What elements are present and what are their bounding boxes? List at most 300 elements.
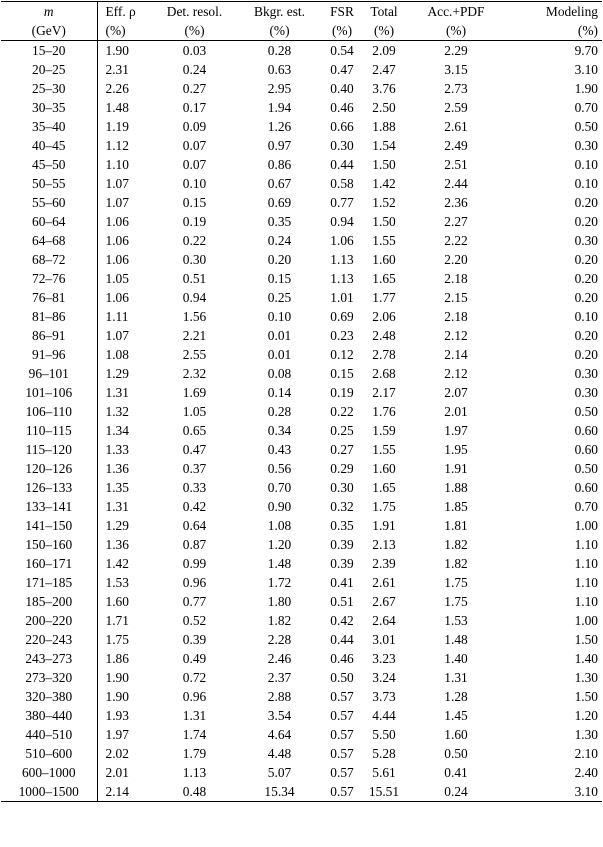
header-mass-label: m [43, 3, 54, 19]
cell-mass-bin: 91–96 [1, 345, 97, 364]
cell-mass-bin: 68–72 [1, 250, 97, 269]
cell-bkgr-est: 3.54 [267, 708, 292, 723]
cell-fsr: 0.57 [330, 727, 354, 742]
table-row [1, 345, 602, 364]
cell-modeling: 0.60 [574, 423, 598, 438]
cell-total: 3.73 [372, 689, 396, 704]
cell-bkgr-est: 0.69 [267, 195, 292, 210]
cell-det-resol: 1.79 [182, 746, 207, 761]
cell-bkgr-est: 2.88 [267, 689, 292, 704]
cell-mass-bin: 440–510 [1, 725, 97, 744]
cell-eff-rho: 1.08 [105, 347, 129, 362]
cell-det-resol: 0.64 [182, 518, 207, 533]
cell-eff-rho: 1.12 [105, 138, 129, 153]
cell-eff-rho: 1.31 [105, 499, 129, 514]
cell-fsr: 0.69 [330, 309, 354, 324]
cell-bkgr-est: 1.08 [267, 518, 292, 533]
cell-det-resol: 0.19 [182, 214, 207, 229]
header-total: Total [363, 2, 405, 22]
table-row [1, 535, 602, 554]
cell-det-resol: 1.69 [182, 385, 207, 400]
cell-det-resol: 0.22 [182, 233, 207, 248]
cell-acc-pdf: 2.12 [444, 366, 468, 381]
cell-det-resol: 0.42 [182, 499, 207, 514]
table-row [1, 364, 602, 383]
cell-acc-pdf: 2.29 [444, 43, 468, 58]
cell-det-resol: 2.32 [182, 366, 207, 381]
cell-eff-rho: 1.60 [105, 594, 129, 609]
table-row [1, 155, 602, 174]
cell-fsr: 0.23 [330, 328, 354, 343]
cell-modeling: 1.30 [574, 727, 598, 742]
cell-acc-pdf: 1.82 [444, 556, 468, 571]
cell-modeling: 0.20 [574, 347, 598, 362]
cell-modeling: 2.40 [574, 765, 598, 780]
table-row [1, 193, 602, 212]
cell-eff-rho: 1.34 [105, 423, 129, 438]
table-row [1, 478, 602, 497]
cell-mass-bin: 64–68 [1, 231, 97, 250]
cell-total: 4.44 [372, 708, 396, 723]
cell-eff-rho: 1.42 [105, 556, 129, 571]
cell-det-resol: 0.17 [182, 100, 207, 115]
table-row [1, 516, 602, 535]
cell-modeling: 0.20 [574, 195, 598, 210]
cell-bkgr-est: 0.24 [267, 233, 292, 248]
cell-modeling: 0.20 [574, 290, 598, 305]
cell-det-resol: 0.51 [182, 271, 207, 286]
cell-total: 2.06 [372, 309, 396, 324]
cell-fsr: 0.46 [330, 100, 354, 115]
table-row [1, 136, 602, 155]
cell-det-resol: 0.37 [182, 461, 207, 476]
cell-det-resol: 1.05 [182, 404, 207, 419]
cell-eff-rho: 1.90 [105, 670, 129, 685]
cell-bkgr-est: 1.94 [267, 100, 292, 115]
cell-fsr: 0.39 [330, 556, 354, 571]
cell-acc-pdf: 2.01 [444, 404, 468, 419]
cell-acc-pdf: 1.40 [444, 651, 468, 666]
cell-acc-pdf: 1.75 [444, 594, 468, 609]
cell-fsr: 0.94 [330, 214, 354, 229]
table-row [1, 288, 602, 307]
cell-acc-pdf: 1.82 [444, 537, 468, 552]
header-acc-pdf: Acc.+PDF [405, 2, 507, 22]
cell-modeling: 1.00 [574, 518, 598, 533]
cell-acc-pdf: 2.18 [444, 271, 468, 286]
cell-acc-pdf: 2.12 [444, 328, 468, 343]
cell-bkgr-est: 0.56 [267, 461, 292, 476]
table-row [1, 554, 602, 573]
cell-fsr: 0.39 [330, 537, 354, 552]
cell-det-resol: 0.49 [182, 651, 207, 666]
table-row [1, 706, 602, 725]
cell-det-resol: 0.48 [151, 782, 238, 802]
header-unit-total: (%) [363, 21, 405, 41]
cell-mass-bin: 72–76 [1, 269, 97, 288]
table-row [1, 592, 602, 611]
header-fsr: FSR [321, 2, 363, 22]
cell-eff-rho: 1.32 [105, 404, 129, 419]
cell-mass-bin: 510–600 [1, 744, 97, 763]
table-row [1, 212, 602, 231]
cell-bkgr-est: 0.67 [267, 176, 292, 191]
cell-total: 2.67 [372, 594, 396, 609]
cell-total: 1.88 [372, 119, 396, 134]
cell-bkgr-est: 0.28 [267, 404, 292, 419]
cell-total: 2.48 [372, 328, 396, 343]
cell-mass-bin: 200–220 [1, 611, 97, 630]
cell-acc-pdf: 1.81 [444, 518, 468, 533]
cell-modeling: 0.30 [574, 138, 598, 153]
cell-fsr: 0.57 [330, 689, 354, 704]
cell-fsr: 0.30 [330, 480, 354, 495]
cell-acc-pdf: 2.20 [444, 252, 468, 267]
cell-eff-rho: 1.31 [105, 385, 129, 400]
cell-mass-bin: 40–45 [1, 136, 97, 155]
cell-modeling: 0.50 [574, 461, 598, 476]
table-row [1, 231, 602, 250]
cell-bkgr-est: 0.35 [267, 214, 292, 229]
systematic-uncertainty-table [1, 1, 602, 802]
cell-acc-pdf: 2.73 [444, 81, 468, 96]
cell-det-resol: 0.03 [182, 43, 207, 58]
cell-mass-bin: 15–20 [1, 41, 97, 61]
cell-bkgr-est: 15.34 [238, 782, 321, 802]
cell-fsr: 0.35 [330, 518, 354, 533]
cell-acc-pdf: 1.28 [444, 689, 468, 704]
cell-eff-rho: 1.19 [105, 119, 129, 134]
cell-total: 2.64 [372, 613, 396, 628]
cell-eff-rho: 1.07 [105, 328, 129, 343]
cell-fsr: 0.30 [330, 138, 354, 153]
cell-acc-pdf: 1.85 [444, 499, 468, 514]
header-unit-bkgr-est: (%) [238, 21, 321, 41]
cell-total: 1.65 [372, 271, 396, 286]
cell-fsr: 1.06 [330, 233, 354, 248]
cell-total: 1.55 [372, 442, 396, 457]
cell-fsr: 0.15 [330, 366, 354, 381]
cell-acc-pdf: 1.75 [444, 575, 468, 590]
cell-bkgr-est: 2.37 [267, 670, 292, 685]
cell-mass-bin: 1000–1500 [1, 782, 97, 802]
cell-modeling: 0.60 [574, 442, 598, 457]
cell-bkgr-est: 0.90 [267, 499, 292, 514]
cell-bkgr-est: 0.34 [267, 423, 292, 438]
cell-mass-bin: 380–440 [1, 706, 97, 725]
header-mass [1, 2, 97, 22]
table-row [1, 117, 602, 136]
cell-mass-bin: 120–126 [1, 459, 97, 478]
cell-mass-bin: 243–273 [1, 649, 97, 668]
header-modeling: Modeling [507, 2, 602, 22]
cell-modeling: 1.10 [574, 556, 598, 571]
cell-eff-rho: 1.90 [105, 689, 129, 704]
cell-fsr: 1.13 [330, 271, 354, 286]
cell-mass-bin: 50–55 [1, 174, 97, 193]
cell-eff-rho: 1.97 [105, 727, 129, 742]
cell-mass-bin: 141–150 [1, 516, 97, 535]
cell-modeling: 0.10 [574, 309, 598, 324]
cell-mass-bin: 106–110 [1, 402, 97, 421]
cell-mass-bin: 115–120 [1, 440, 97, 459]
cell-acc-pdf: 2.61 [444, 119, 468, 134]
cell-modeling: 1.40 [574, 651, 598, 666]
cell-acc-pdf: 1.88 [444, 480, 468, 495]
cell-modeling: 0.30 [574, 366, 598, 381]
header-unit-modeling: (%) [507, 21, 602, 41]
cell-eff-rho: 2.26 [105, 81, 129, 96]
cell-modeling: 0.70 [574, 100, 598, 115]
cell-det-resol: 0.72 [182, 670, 207, 685]
cell-modeling: 0.20 [574, 252, 598, 267]
cell-bkgr-est: 1.26 [267, 119, 292, 134]
cell-acc-pdf: 1.91 [444, 461, 468, 476]
cell-modeling: 0.50 [574, 404, 598, 419]
cell-det-resol: 0.27 [182, 81, 207, 96]
cell-modeling: 0.70 [574, 499, 598, 514]
table-row [1, 687, 602, 706]
cell-det-resol: 0.07 [182, 157, 207, 172]
table-row [1, 725, 602, 744]
cell-bkgr-est: 0.28 [267, 43, 292, 58]
cell-bkgr-est: 0.20 [267, 252, 292, 267]
cell-eff-rho: 1.35 [105, 480, 129, 495]
cell-eff-rho: 1.75 [105, 632, 129, 647]
cell-det-resol: 1.56 [182, 309, 207, 324]
cell-fsr: 0.46 [330, 651, 354, 666]
cell-fsr: 0.29 [330, 461, 354, 476]
cell-mass-bin: 320–380 [1, 687, 97, 706]
cell-mass-bin: 126–133 [1, 478, 97, 497]
cell-bkgr-est: 1.80 [267, 594, 292, 609]
cell-modeling: 1.00 [574, 613, 598, 628]
cell-total: 5.50 [372, 727, 396, 742]
cell-bkgr-est: 0.08 [267, 366, 292, 381]
cell-total: 1.50 [372, 214, 396, 229]
header-eff-rho: Eff. ρ [97, 2, 151, 22]
cell-bkgr-est: 0.10 [267, 309, 292, 324]
table-row [1, 41, 602, 61]
table-row [1, 630, 602, 649]
cell-det-resol: 0.65 [182, 423, 207, 438]
cell-bkgr-est: 4.64 [267, 727, 292, 742]
cell-modeling: 0.10 [574, 157, 598, 172]
cell-fsr: 0.77 [330, 195, 354, 210]
cell-acc-pdf: 0.24 [405, 782, 507, 802]
cell-mass-bin: 86–91 [1, 326, 97, 345]
cell-mass-bin: 55–60 [1, 193, 97, 212]
cell-fsr: 0.19 [330, 385, 354, 400]
cell-fsr: 0.44 [330, 632, 354, 647]
cell-total: 5.61 [372, 765, 396, 780]
cell-eff-rho: 1.06 [105, 214, 129, 229]
cell-det-resol: 0.10 [182, 176, 207, 191]
cell-modeling: 1.20 [574, 708, 598, 723]
cell-eff-rho: 1.05 [105, 271, 129, 286]
cell-modeling: 0.30 [574, 385, 598, 400]
cell-modeling: 0.10 [574, 176, 598, 191]
table-row [1, 440, 602, 459]
cell-det-resol: 0.96 [182, 575, 207, 590]
cell-eff-rho: 1.11 [105, 309, 129, 324]
cell-bkgr-est: 0.63 [267, 62, 292, 77]
cell-fsr: 0.47 [330, 62, 354, 77]
cell-modeling: 0.30 [574, 233, 598, 248]
cell-acc-pdf: 1.53 [444, 613, 468, 628]
cell-total: 1.59 [372, 423, 396, 438]
cell-acc-pdf: 1.48 [444, 632, 468, 647]
cell-modeling: 1.50 [574, 632, 598, 647]
cell-bkgr-est: 0.15 [267, 271, 292, 286]
cell-det-resol: 2.55 [182, 347, 207, 362]
table-row [1, 383, 602, 402]
cell-bkgr-est: 4.48 [267, 746, 292, 761]
cell-bkgr-est: 0.14 [267, 385, 292, 400]
table-row [1, 782, 602, 802]
cell-bkgr-est: 0.70 [267, 480, 292, 495]
cell-modeling: 1.10 [574, 594, 598, 609]
table-row [1, 250, 602, 269]
cell-mass-bin: 160–171 [1, 554, 97, 573]
cell-acc-pdf: 0.41 [444, 765, 468, 780]
cell-mass-bin: 101–106 [1, 383, 97, 402]
cell-mass-bin: 600–1000 [1, 763, 97, 782]
cell-acc-pdf: 1.97 [444, 423, 468, 438]
cell-bkgr-est: 0.01 [267, 347, 292, 362]
cell-eff-rho: 1.07 [105, 176, 129, 191]
table-row [1, 174, 602, 193]
cell-mass-bin: 96–101 [1, 364, 97, 383]
cell-acc-pdf: 2.22 [444, 233, 468, 248]
cell-mass-bin: 171–185 [1, 573, 97, 592]
cell-mass-bin: 185–200 [1, 592, 97, 611]
cell-eff-rho: 1.10 [105, 157, 129, 172]
cell-total: 1.60 [372, 461, 396, 476]
cell-det-resol: 0.52 [182, 613, 207, 628]
cell-det-resol: 1.13 [182, 765, 207, 780]
cell-fsr: 0.27 [330, 442, 354, 457]
cell-modeling: 3.10 [574, 62, 598, 77]
cell-modeling: 1.10 [574, 537, 598, 552]
cell-bkgr-est: 1.82 [267, 613, 292, 628]
table-row [1, 79, 602, 98]
cell-acc-pdf: 0.50 [444, 746, 468, 761]
cell-total: 1.50 [372, 157, 396, 172]
cell-eff-rho: 1.93 [105, 708, 129, 723]
cell-total: 3.01 [372, 632, 396, 647]
cell-det-resol: 0.09 [182, 119, 207, 134]
table-row [1, 668, 602, 687]
cell-fsr: 0.42 [330, 613, 354, 628]
header-unit-acc-pdf: (%) [405, 21, 507, 41]
cell-acc-pdf: 1.31 [444, 670, 468, 685]
header-unit-eff-rho: (%) [97, 21, 151, 41]
cell-mass-bin: 81–86 [1, 307, 97, 326]
cell-acc-pdf: 2.51 [444, 157, 468, 172]
header-unit-mass: (GeV) [1, 21, 97, 41]
cell-eff-rho: 1.29 [105, 366, 129, 381]
cell-bkgr-est: 1.48 [267, 556, 292, 571]
cell-acc-pdf: 2.36 [444, 195, 468, 210]
cell-det-resol: 0.30 [182, 252, 207, 267]
cell-eff-rho: 1.86 [105, 651, 129, 666]
cell-det-resol: 0.99 [182, 556, 207, 571]
cell-modeling: 1.50 [574, 689, 598, 704]
cell-det-resol: 0.77 [182, 594, 207, 609]
cell-bkgr-est: 5.07 [267, 765, 292, 780]
cell-acc-pdf: 2.07 [444, 385, 468, 400]
table-row [1, 326, 602, 345]
cell-fsr: 0.57 [330, 765, 354, 780]
cell-total: 1.77 [372, 290, 396, 305]
cell-acc-pdf: 2.59 [444, 100, 468, 115]
cell-eff-rho: 1.53 [105, 575, 129, 590]
cell-fsr: 1.01 [330, 290, 354, 305]
cell-modeling: 0.60 [574, 480, 598, 495]
cell-eff-rho: 2.31 [105, 62, 129, 77]
cell-total: 1.75 [372, 499, 396, 514]
cell-modeling: 0.50 [574, 119, 598, 134]
header-row-labels [1, 2, 602, 22]
table-row [1, 763, 602, 782]
cell-mass-bin: 110–115 [1, 421, 97, 440]
cell-fsr: 0.50 [330, 670, 354, 685]
header-det-resol: Det. resol. [151, 2, 238, 22]
cell-eff-rho: 1.71 [105, 613, 129, 628]
cell-modeling: 0.20 [574, 328, 598, 343]
cell-fsr: 0.41 [330, 575, 354, 590]
cell-eff-rho: 1.90 [105, 43, 129, 58]
cell-mass-bin: 35–40 [1, 117, 97, 136]
cell-total: 3.76 [372, 81, 396, 96]
cell-total: 3.24 [372, 670, 396, 685]
cell-eff-rho: 1.29 [105, 518, 129, 533]
cell-total: 1.76 [372, 404, 396, 419]
table-row [1, 573, 602, 592]
cell-total: 1.42 [372, 176, 396, 191]
cell-fsr: 0.22 [330, 404, 354, 419]
cell-det-resol: 0.96 [182, 689, 207, 704]
table-row [1, 269, 602, 288]
cell-fsr: 0.66 [330, 119, 354, 134]
cell-eff-rho: 2.14 [97, 782, 151, 802]
cell-bkgr-est: 1.20 [267, 537, 292, 552]
cell-fsr: 0.58 [330, 176, 354, 191]
cell-fsr: 0.57 [321, 782, 363, 802]
cell-modeling: 0.20 [574, 271, 598, 286]
table-row [1, 611, 602, 630]
cell-bkgr-est: 2.46 [267, 651, 292, 666]
cell-modeling: 2.10 [574, 746, 598, 761]
cell-det-resol: 0.39 [182, 632, 207, 647]
table-row [1, 60, 602, 79]
cell-eff-rho: 1.48 [105, 100, 129, 115]
cell-fsr: 0.57 [330, 708, 354, 723]
cell-bkgr-est: 1.72 [267, 575, 292, 590]
cell-fsr: 0.40 [330, 81, 354, 96]
cell-acc-pdf: 2.14 [444, 347, 468, 362]
cell-fsr: 0.25 [330, 423, 354, 438]
table-row [1, 649, 602, 668]
cell-acc-pdf: 2.49 [444, 138, 468, 153]
cell-total: 1.52 [372, 195, 396, 210]
cell-total: 1.65 [372, 480, 396, 495]
cell-total: 1.54 [372, 138, 396, 153]
cell-acc-pdf: 2.27 [444, 214, 468, 229]
header-bkgr-est: Bkgr. est. [238, 2, 321, 22]
cell-acc-pdf: 1.45 [444, 708, 468, 723]
